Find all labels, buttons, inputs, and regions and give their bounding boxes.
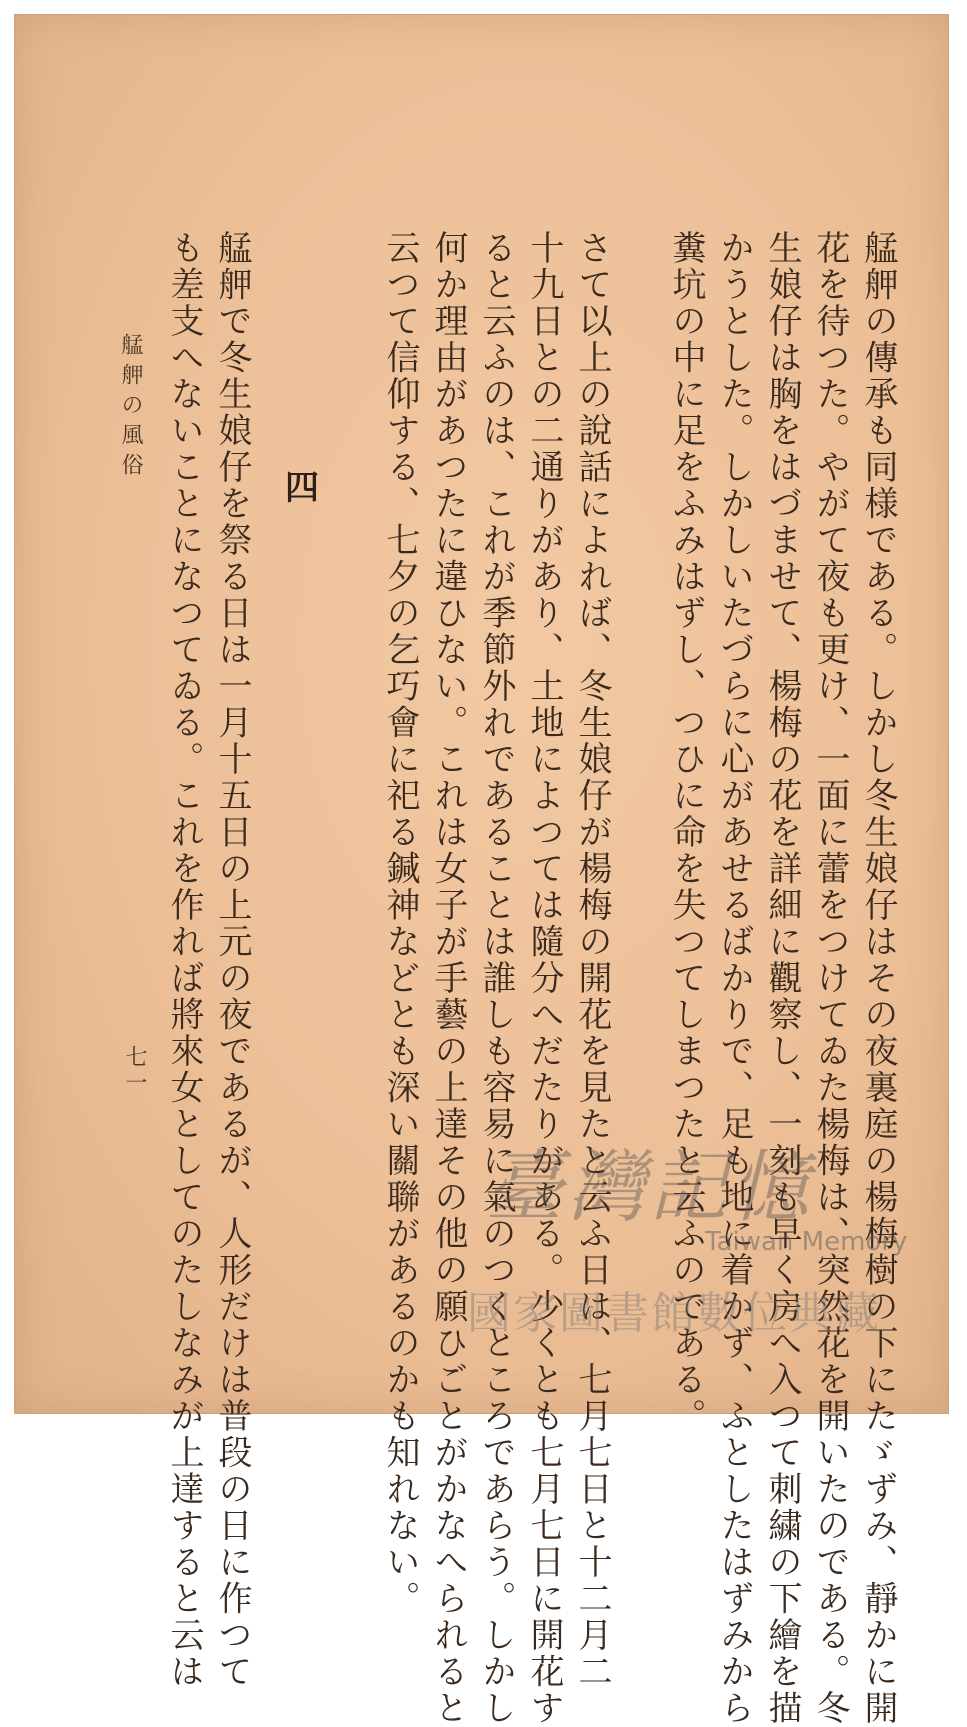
text-column-4: かうとした。しかしいたづらに心があせるばかりで、足も地に着かず、ふとしたはずみから — [714, 230, 754, 1727]
text-column-7: 十九日との二通りがあり、土地によつては隨分へだたりがある。少くとも七月七日に開花す — [524, 230, 564, 1727]
running-title: 艋舺の風俗 — [118, 333, 143, 483]
text-column-9: 何か理由があつたに違ひない。これは女子が手藝の上達その他の願ひごとがかなへられると — [428, 230, 468, 1727]
text-column-8: ると云ふのは、これが季節外れであることは誰しも容易に氣のつくところであらう。しかし — [476, 230, 516, 1727]
watermark-english-text: Taiwan Memory — [705, 1227, 908, 1257]
text-column-11: 艋舺で冬生娘仔を祭る日は一月十五日の上元の夜であるが、人形だけは普段の日に作つて — [212, 230, 252, 1690]
text-column-12: も差支へないことになつてゐる。これを作れば將來女としてのたしなみが上達すると云は — [164, 230, 204, 1690]
text-column-2: 花を待つた。やがて夜も更け、一面に蕾をつけてゐた楊梅は、突然花を開いたのである。冬 — [810, 230, 850, 1727]
text-column-10: 云つて信仰する、七夕の乞巧會に祀る鍼神などとも深い關聯があるのかも知れない。 — [380, 230, 420, 1617]
page-number: 七一 — [122, 1045, 147, 1097]
watermark-chinese-text: 國家圖書館數位典藏 — [467, 1288, 881, 1339]
text-column-6: さて以上の說話によれば、冬生娘仔が楊梅の開花を見たと云ふ日は、七月七日と十二月二 — [572, 230, 612, 1690]
watermark-seal-logo: 臺灣記憶 — [485, 1143, 814, 1233]
text-column-5: 糞坑の中に足をふみはずし、つひに命を失つてしまつたと云ふのである。 — [666, 230, 706, 1435]
book-page — [14, 14, 949, 1727]
text-column-3: 生娘仔は胸をはづませて、楊梅の花を詳細に觀察し、一刻も早く房へ入つて刺繍の下繪を描 — [762, 230, 802, 1727]
text-column-1: 艋舺の傳承も同様である。しかし冬生娘仔はその夜裏庭の楊梅樹の下にたゞずみ、靜かに開 — [858, 230, 898, 1727]
section-number: 四 — [285, 468, 319, 508]
